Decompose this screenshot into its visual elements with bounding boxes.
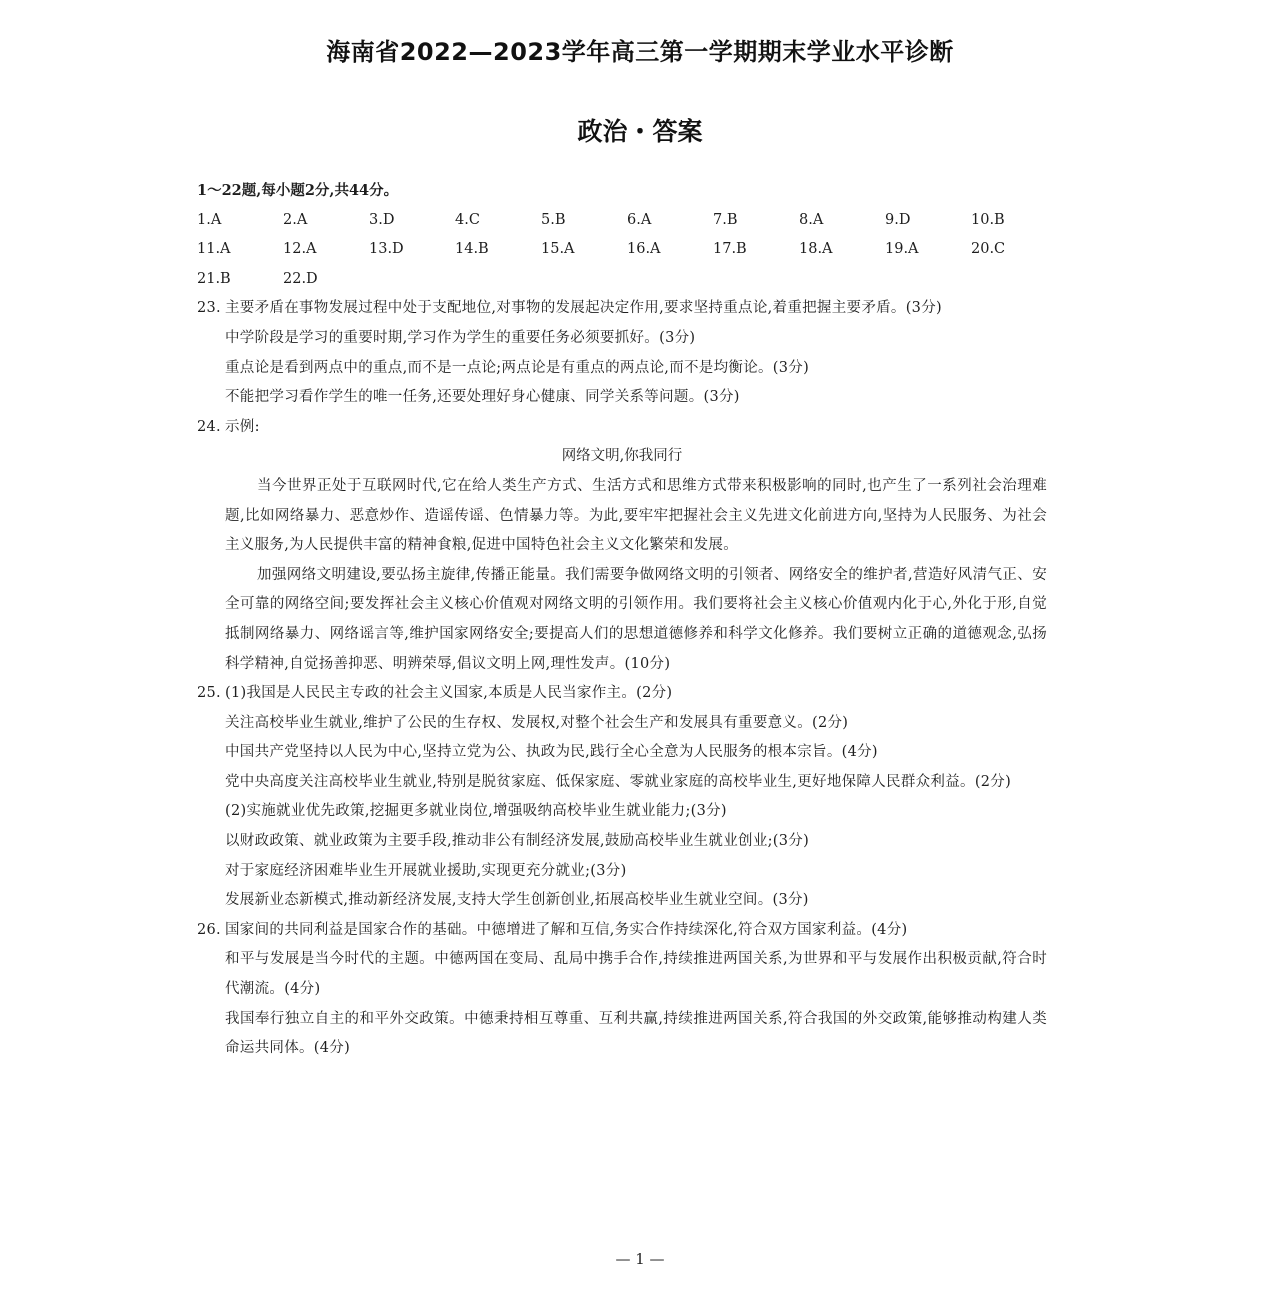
essay-title: 网络文明,你我同行 (561, 448, 683, 465)
q24-label: 示例: (225, 418, 260, 435)
answer-item: 17.B (713, 241, 747, 258)
answer-item: 13.D (369, 241, 404, 258)
q23-number: 23. (197, 300, 221, 317)
q25-line: 以财政政策、就业政策为主要手段,推动非公有制经济发展,鼓励高校毕业生就业创业;(3分) (225, 833, 810, 850)
q25-block (197, 679, 1047, 709)
q23-line: 中学阶段是学习的重要时期,学习作为学生的重要任务必须要抓好。(3分) (225, 329, 696, 346)
q26-lines (197, 945, 1047, 1063)
answer-item: 8.A (799, 211, 824, 228)
answer-item: 7.B (713, 211, 738, 228)
q25-line: 发展新业态新模式,推动新经济发展,支持大学生创新创业,拓展高校毕业生就业空间。(3分) (225, 892, 809, 909)
answer-item: 19.A (885, 241, 919, 258)
objective-instructions: 1～22题,每小题2分,共44分。 (197, 182, 399, 199)
answer-item: 18.A (799, 241, 833, 258)
q26-line: 我国奉行独立自主的和平外交政策。中德秉持相互尊重、互利共赢,持续推进两国关系,符合我国的外交政策,能够推动构建人类命运共同体。(4分) (225, 1010, 1047, 1057)
q25-lines (197, 709, 1047, 916)
q24-block (197, 413, 1047, 443)
q23-line: 重点论是看到两点中的重点,而不是一点论;两点论是有重点的两点论,而不是均衡论。(3分) (225, 359, 810, 376)
q23-lines (197, 324, 1047, 413)
answer-item: 9.D (885, 211, 911, 228)
q25-line: 党中央高度关注高校毕业生就业,特别是脱贫家庭、低保家庭、零就业家庭的高校毕业生,更好地保障人民群众利益。(2分) (225, 773, 1012, 790)
answer-item: 20.C (971, 241, 1006, 258)
answer-item: 15.A (541, 241, 575, 258)
essay-paragraph-1: 当今世界正处于互联网时代,它在给人类生产方式、生活方式和思维方式带来积极影响的同时,也产生了一系列社会治理难题,比如网络暴力、恶意炒作、造谣传谣、色情暴力等。为此,要牢牢把握社会主义先进文化前进方向,坚持为人民服务、为社会主义服务,为人民提供丰富的精神食粮,促进中国特色社会主义文化繁荣和发展。 (225, 477, 1047, 554)
answer-item: 21.B (197, 270, 231, 287)
q26-first-line: 国家间的共同利益是国家合作的基础。中德增进了解和互信,务实合作持续深化,符合双方国家利益。(4分) (225, 921, 908, 938)
q26-number: 26. (197, 921, 221, 938)
answer-item: 2.A (283, 211, 308, 228)
q24-number: 24. (197, 418, 221, 435)
q23-line: 不能把学习看作学生的唯一任务,还要处理好身心健康、同学关系等问题。(3分) (225, 389, 740, 406)
q23-block (197, 294, 1047, 324)
answer-item: 11.A (197, 241, 231, 258)
q25-first-line: (1)我国是人民民主专政的社会主义国家,本质是人民当家作主。(2分) (225, 685, 673, 702)
answer-item: 1.A (197, 211, 222, 228)
q26-block (197, 916, 1047, 946)
page-subtitle: 政治・答案 (577, 117, 703, 146)
answer-content (197, 176, 1047, 1064)
answer-item: 14.B (455, 241, 489, 258)
page-title: 海南省2022—2023学年高三第一学期期末学业水平诊断 (326, 38, 954, 66)
answer-item: 5.B (541, 211, 566, 228)
q25-line: (2)实施就业优先政策,挖掘更多就业岗位,增强吸纳高校毕业生就业能力;(3分) (225, 803, 727, 820)
answer-item: 4.C (455, 211, 480, 228)
answer-item: 16.A (627, 241, 661, 258)
objective-answers-grid (197, 206, 1047, 295)
essay-paragraph-2: 加强网络文明建设,要弘扬主旋律,传播正能量。我们需要争做网络文明的引领者、网络安全的维护者,营造好风清气正、安全可靠的网络空间;要发挥社会主义核心价值观对网络文明的引领作用。我们要将社会主义核心价值观内化于心,外化于形,自觉抵制网络暴力、网络谣言等,维护国家网络安全;要提高人们的思想道德修养和科学文化修养。我们要树立正确的道德观念,弘扬科学精神,自觉扬善抑恶、明辨荣辱,倡议文明上网,理性发声。(10分) (225, 566, 1047, 672)
q26-line: 和平与发展是当今时代的主题。中德两国在变局、乱局中携手合作,持续推进两国关系,为世界和平与发展作出积极贡献,符合时代潮流。(4分) (225, 951, 1047, 998)
q25-line: 关注高校毕业生就业,维护了公民的生存权、发展权,对整个社会生产和发展具有重要意义。(2分) (225, 714, 849, 731)
answer-item: 22.D (283, 270, 318, 287)
q25-line: 对于家庭经济困难毕业生开展就业援助,实现更充分就业;(3分) (225, 862, 627, 879)
page-number: — 1 — (615, 1250, 665, 1268)
answer-item: 12.A (283, 241, 317, 258)
answer-item: 6.A (627, 211, 652, 228)
q25-number: 25. (197, 685, 221, 702)
answer-item: 3.D (369, 211, 395, 228)
q23-first-line: 主要矛盾在事物发展过程中处于支配地位,对事物的发展起决定作用,要求坚持重点论,着重把握主要矛盾。(3分) (225, 300, 942, 317)
answer-item: 10.B (971, 211, 1005, 228)
q25-line: 中国共产党坚持以人民为中心,坚持立党为公、执政为民,践行全心全意为人民服务的根本宗旨。(4分) (225, 744, 878, 761)
